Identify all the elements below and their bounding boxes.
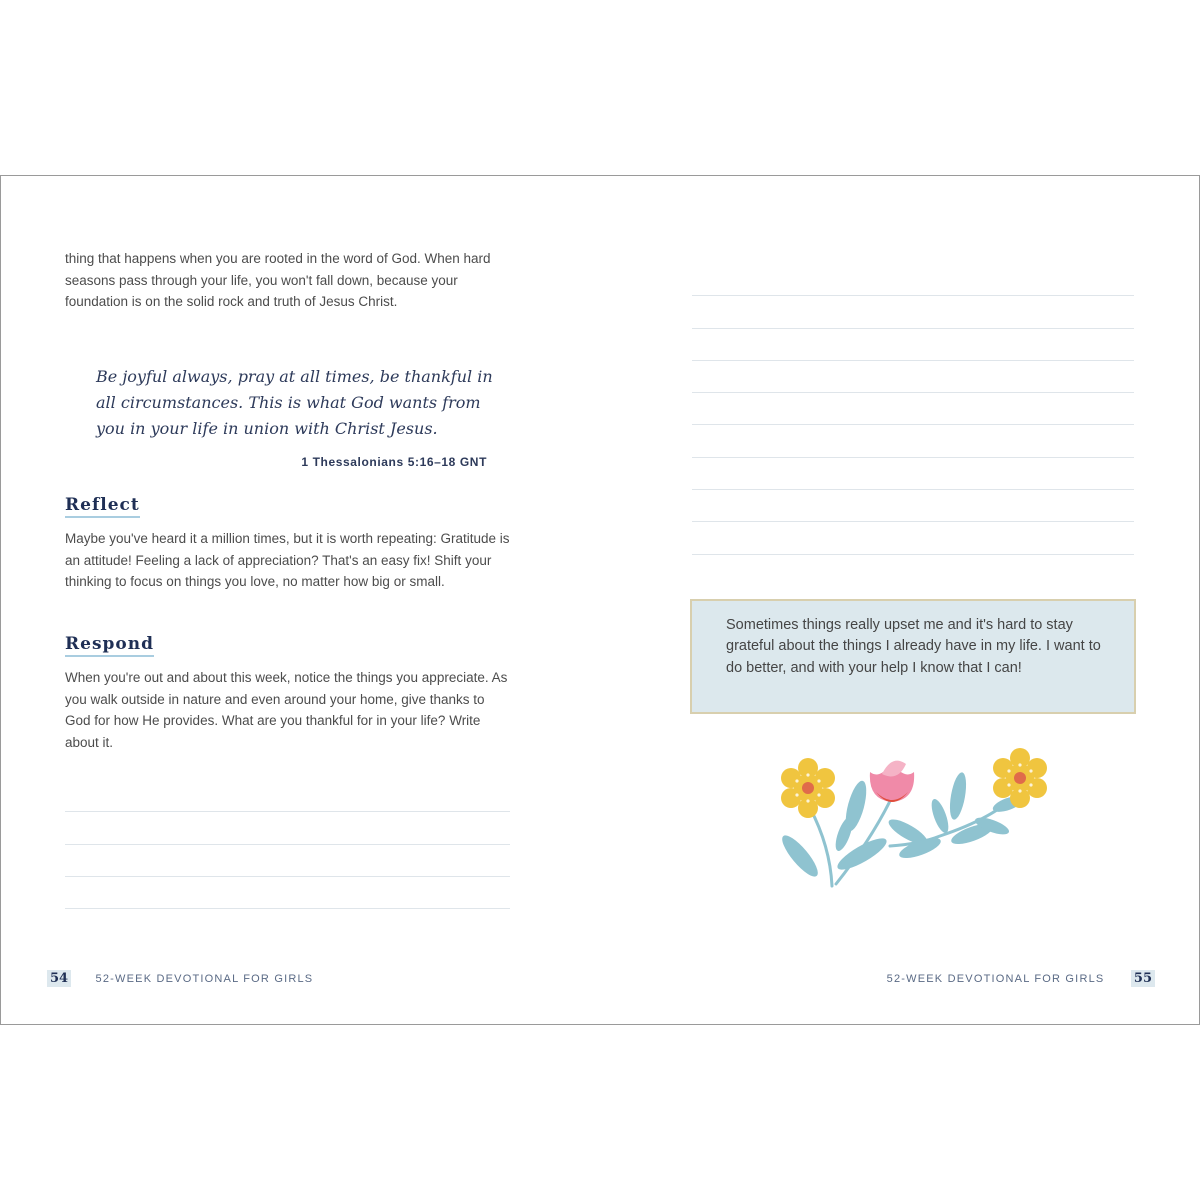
writing-line[interactable] xyxy=(692,296,1134,328)
writing-line[interactable] xyxy=(65,877,510,909)
respond-heading: Respond xyxy=(65,634,154,657)
intro-paragraph: thing that happens when you are rooted in the word of God. When hard seasons pass through your life, you won't fall down, because your foundation is on the solid rock and truth of Jesus Christ. xyxy=(65,251,491,309)
prayer-text: Sometimes things really upset me and it's hard to stay grateful about the things I already have in my life. I want to do better, and with your help I know that I can! xyxy=(726,617,1101,676)
writing-line[interactable] xyxy=(692,264,1134,296)
writing-line[interactable] xyxy=(692,425,1134,457)
respond-paragraph: When you're out and about this week, notice the things you appreciate. As you walk outside in nature and even around your home, give thanks to God for how He provides. What are you thankful for in your life? Write about it. xyxy=(65,670,508,750)
footer-right xyxy=(887,970,1155,992)
running-head: 52-WEEK DEVOTIONAL FOR GIRLS xyxy=(95,972,314,985)
writing-line[interactable] xyxy=(692,522,1134,554)
writing-line[interactable] xyxy=(692,361,1134,393)
scripture-quote: Be joyful always, pray at all times, be thankful in all circumstances. This is what God wants from you in your life in union with Christ Jesus. xyxy=(96,367,493,438)
running-head: 52-WEEK DEVOTIONAL FOR GIRLS xyxy=(886,972,1105,985)
writing-line[interactable] xyxy=(65,780,510,812)
page-number: 55 xyxy=(1131,970,1155,987)
floral-illustration-icon xyxy=(770,746,1060,896)
right-page xyxy=(600,176,1199,1024)
footer-left xyxy=(47,970,313,992)
writing-line[interactable] xyxy=(692,393,1134,425)
writing-line[interactable] xyxy=(692,490,1134,522)
scripture-citation: 1 Thessalonians 5:16–18 GNT xyxy=(301,455,487,469)
page-number: 54 xyxy=(47,970,71,987)
prayer-box xyxy=(690,599,1136,714)
writing-line[interactable] xyxy=(692,329,1134,361)
reflect-heading: Reflect xyxy=(65,495,140,518)
writing-lines-right[interactable] xyxy=(692,264,1134,555)
book-spread xyxy=(0,175,1200,1025)
writing-line[interactable] xyxy=(65,812,510,844)
writing-line[interactable] xyxy=(692,458,1134,490)
left-page xyxy=(1,176,600,1024)
writing-line[interactable] xyxy=(65,845,510,877)
reflect-paragraph: Maybe you've heard it a million times, but it is worth repeating: Gratitude is an attitude! Feeling a lack of appreciation? That's an easy fix! Shift your thinking to focus on things you love, no matter how big or small. xyxy=(65,531,510,589)
writing-lines-left[interactable] xyxy=(65,780,510,909)
